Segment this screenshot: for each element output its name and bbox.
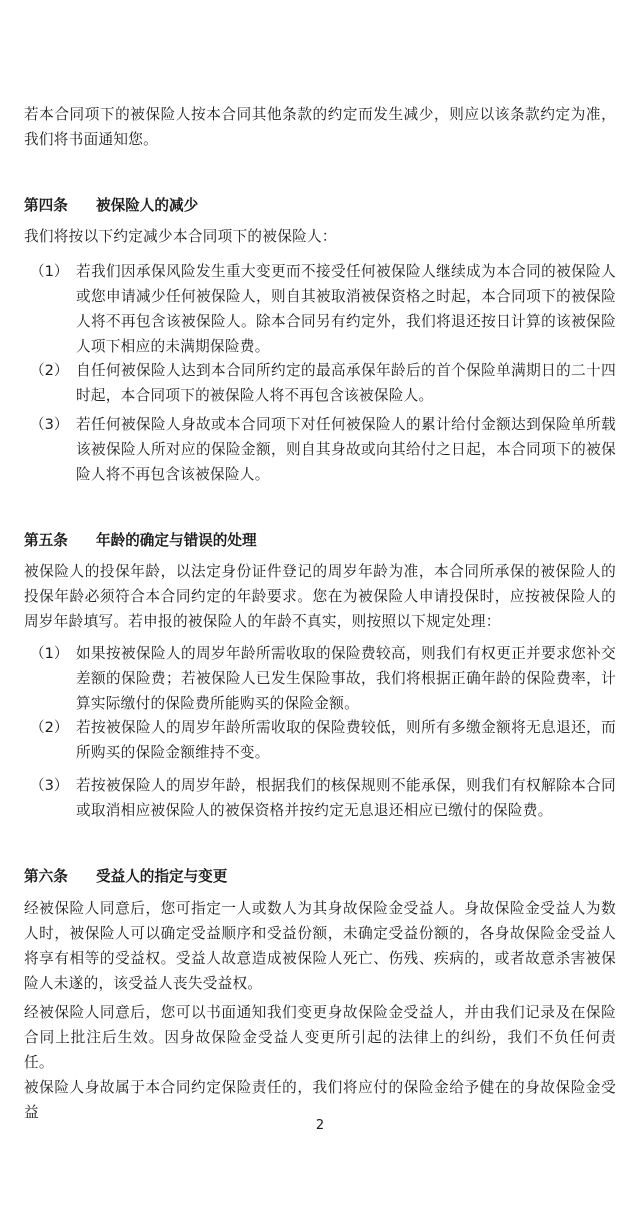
item-text: 若任何被保险人身故或本合同项下对任何被保险人的累计给付金额达到保险单所载该被保险人所对应的保险金额，则自其身故或向其给付之日起，本合同项下的被保险人将不再包含该被保险人。 xyxy=(76,416,616,483)
item-marker: （1） xyxy=(30,645,69,662)
item-text: 自任何被保险人达到本合同所约定的最高承保年龄后的首个保险单满期日的二十四时起，本合同项下的被保险人将不再包含该被保险人。 xyxy=(76,362,616,404)
item-text: 若按被保险人的周岁年龄所需收取的保险费较低，则所有多缴金额将无息退还，而所购买的保险金额维持不变。 xyxy=(76,719,616,761)
intro-paragraph: 若本合同项下的被保险人按本合同其他条款的约定而发生减少，则应以该条款约定为准，我们将书面通知您。 xyxy=(24,106,616,148)
article-4-lead: 我们将按以下约定减少本合同项下的被保险人： xyxy=(24,228,337,245)
article-6-paragraph-2: 经被保险人同意后，您可以书面通知我们变更身故保险金受益人，并由我们记录及在保险合同上批注后生效。因身故保险金受益人变更所引起的法律上的纠纷，我们不负任何责任。 xyxy=(24,1004,616,1071)
article-5-heading xyxy=(24,529,257,550)
article-6-heading xyxy=(24,865,227,886)
item-marker: （2） xyxy=(30,719,69,736)
item-marker: （3） xyxy=(30,416,69,433)
item-text: 若按被保险人的周岁年龄，根据我们的核保规则不能承保，则我们有权解除本合同或取消相应被保险人的被保资格并按约定无息退还相应已缴付的保险费。 xyxy=(76,777,616,819)
article-5-lead: 被保险人的投保年龄，以法定身份证件登记的周岁年龄为准，本合同所承保的被保险人的投保年龄必须符合本合同约定的年龄要求。您在为被保险人申请投保时，应按被保险人的周岁年龄填写。若申报的被保险人的年龄不真实，则按照以下规定处理： xyxy=(24,563,616,630)
article-6-title: 受益人的指定与变更 xyxy=(96,868,228,885)
article-4-title: 被保险人的减少 xyxy=(96,197,199,214)
article-5-title: 年龄的确定与错误的处理 xyxy=(96,532,257,549)
article-6-paragraph-3: 被保险人身故属于本合同约定保险责任的，我们将应付的保险金给予健在的身故保险金受益 xyxy=(24,1079,616,1121)
item-marker: （1） xyxy=(30,263,69,280)
item-marker: （2） xyxy=(30,362,69,379)
item-marker: （3） xyxy=(30,777,69,794)
article-4-heading xyxy=(24,194,198,215)
item-text: 如果按被保险人的周岁年龄所需收取的保险费较高，则我们有权更正并要求您补交差额的保险费；若被保险人已发生保险事故，我们将根据正确年龄的保险费率，计算实际缴付的保险费所能购买的保险金额。 xyxy=(76,645,616,712)
page-number: 2 xyxy=(315,1118,325,1133)
article-6-number: 第六条 xyxy=(24,868,68,885)
item-text: 若我们因承保风险发生重大变更而不接受任何被保险人继续成为本合同的被保险人或您申请减少任何被保险人，则自其被取消被保资格之时起，本合同项下的被保险人将不再包含该被保险人。除本合同另有约定外，我们将退还按日计算的该被保险人项下相应的未满期保险费。 xyxy=(76,263,616,355)
article-5-number: 第五条 xyxy=(24,532,68,549)
article-4-number: 第四条 xyxy=(24,197,68,214)
article-6-paragraph-1: 经被保险人同意后，您可指定一人或数人为其身故保险金受益人。身故保险金受益人为数人时，被保险人可以确定受益顺序和受益份额，未确定受益份额的，各身故保险金受益人将享有相等的受益权。受益人故意造成被保险人死亡、伤残、疾病的，或者故意杀害被保险人未遂的，该受益人丧失受益权。 xyxy=(24,900,616,992)
